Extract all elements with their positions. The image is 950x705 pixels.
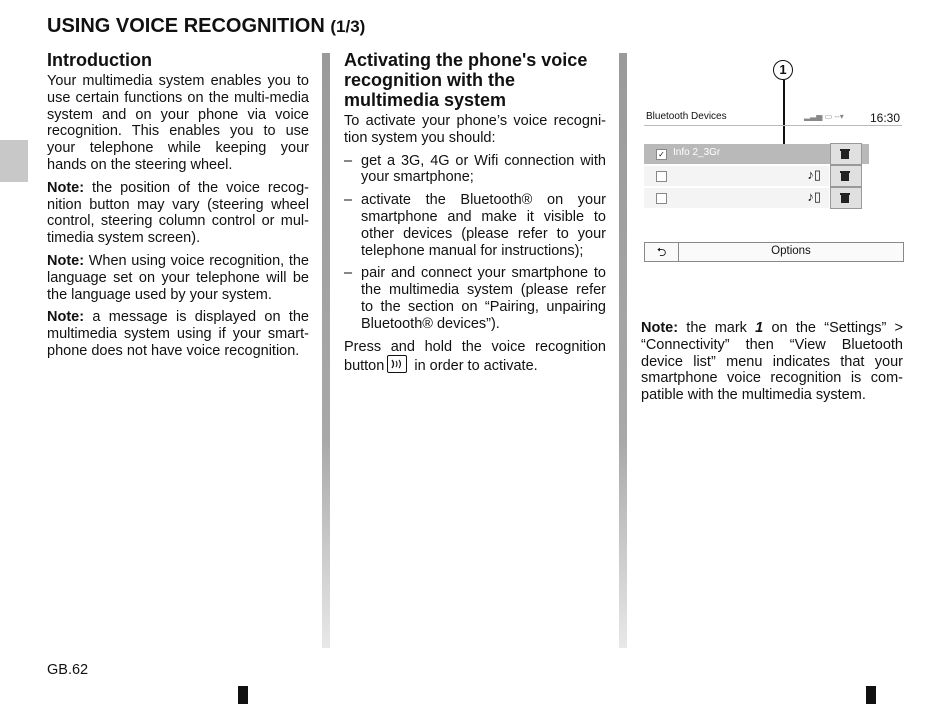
trash-icon xyxy=(839,169,851,182)
checkbox-checked-icon[interactable]: ✓ xyxy=(656,149,667,160)
screen-title: Bluetooth Devices xyxy=(646,111,727,122)
note-text: the position of the voice recog-nition button may vary (steering wheel control, steering column control or mul-timedia system screen). xyxy=(47,179,309,247)
list-item-text: pair and connect your smartphone to the multimedia system (please refer to the section on “Pairing, unpairing Bluetooth® devices”). xyxy=(361,265,606,332)
note-label: Note: xyxy=(47,179,85,196)
checkbox-icon[interactable] xyxy=(656,171,667,182)
list-item xyxy=(344,265,606,332)
note-label: Note: xyxy=(641,320,679,336)
press-text: Press and hold the voice recognition button xyxy=(344,338,606,375)
note-label: Note: xyxy=(47,252,85,269)
device-icons xyxy=(807,189,821,205)
options-bar xyxy=(644,242,904,262)
screen-topbar xyxy=(644,111,902,126)
requirements-list xyxy=(344,153,606,333)
crop-mark xyxy=(238,686,248,704)
activation-heading: Activating the phone's voice recognition with the multimedia system xyxy=(344,50,588,110)
page-title-part: (1/3) xyxy=(330,17,366,36)
callout-marker: 1 xyxy=(773,60,793,80)
options-button[interactable]: Options xyxy=(771,245,811,257)
device-name: Info 2_3Gr xyxy=(673,147,721,158)
crop-mark xyxy=(866,686,876,704)
note-message xyxy=(47,309,309,359)
device-icons xyxy=(807,167,821,183)
music-icon: ♪ xyxy=(807,189,814,204)
press-text: in order to activate. xyxy=(410,358,538,375)
compatibility-note-text xyxy=(641,320,903,404)
list-item xyxy=(344,153,606,187)
introduction-heading: Introduction xyxy=(47,50,152,70)
note-text: a message is displayed on the multimedia system using if your smart-phone does not have voice recognition. xyxy=(47,309,309,359)
mark-number: 1 xyxy=(755,320,764,336)
page-title xyxy=(47,15,365,38)
introduction-paragraph: Your multimedia system enables you to use certain functions on the multi-media system and on your phone via voice recognition. This enables you to use your telephone while keeping your hands on the steering wheel. xyxy=(47,73,309,173)
voice-recognition-icon xyxy=(387,355,407,373)
note-text: When using voice recognition, the language set on your telephone will be the language used by your system. xyxy=(47,252,309,303)
column-divider xyxy=(619,53,627,648)
device-row[interactable] xyxy=(644,166,829,186)
delete-button[interactable] xyxy=(830,165,862,187)
dash-bullet: – xyxy=(344,192,353,209)
column-divider xyxy=(322,53,330,648)
note-language xyxy=(47,253,309,303)
activation-intro: To activate your phone’s voice recogni-tion system you should: xyxy=(344,113,606,146)
delete-button[interactable] xyxy=(830,143,862,165)
trash-icon xyxy=(839,191,851,204)
note-button-position xyxy=(47,180,309,247)
music-icon: ♪ xyxy=(807,167,814,182)
delete-button[interactable] xyxy=(830,187,862,209)
dash-bullet: – xyxy=(344,152,353,169)
page-title-text: USING VOICE RECOGNITION xyxy=(47,15,325,37)
bluetooth-screen-figure xyxy=(641,55,903,313)
press-instruction xyxy=(344,339,606,376)
page-number: GB.62 xyxy=(47,662,89,678)
phone-icon: ▯ xyxy=(813,189,821,204)
introduction-column xyxy=(47,50,309,366)
note-label: Note: xyxy=(47,309,85,326)
note-text: on the “Settings” > “Connectivity” then “View Bluetooth device list” menu indicates that your smartphone voice recognition is com-patible with the multimedia system. xyxy=(641,320,903,404)
signal-icon: ▂▃▅ ▭ ‑‑▾ xyxy=(804,112,844,121)
note-text: the mark xyxy=(678,320,756,336)
back-icon[interactable]: ⮌ xyxy=(645,243,679,261)
section-tab xyxy=(0,140,28,182)
trash-icon xyxy=(839,147,851,160)
activation-column xyxy=(344,50,606,381)
device-row[interactable] xyxy=(644,188,829,208)
screen-clock: 16:30 xyxy=(869,111,900,125)
checkbox-icon[interactable] xyxy=(656,193,667,204)
list-item-text: activate the Bluetooth® on your smartphone and make it visible to other devices (please refer to your telephone manual for instructions); xyxy=(361,192,606,259)
dash-bullet: – xyxy=(344,265,353,282)
compatibility-note xyxy=(641,320,903,410)
phone-icon: ▯ xyxy=(813,167,821,182)
list-item xyxy=(344,192,606,259)
list-item-text: get a 3G, 4G or Wifi connection with your smartphone; xyxy=(361,152,606,186)
